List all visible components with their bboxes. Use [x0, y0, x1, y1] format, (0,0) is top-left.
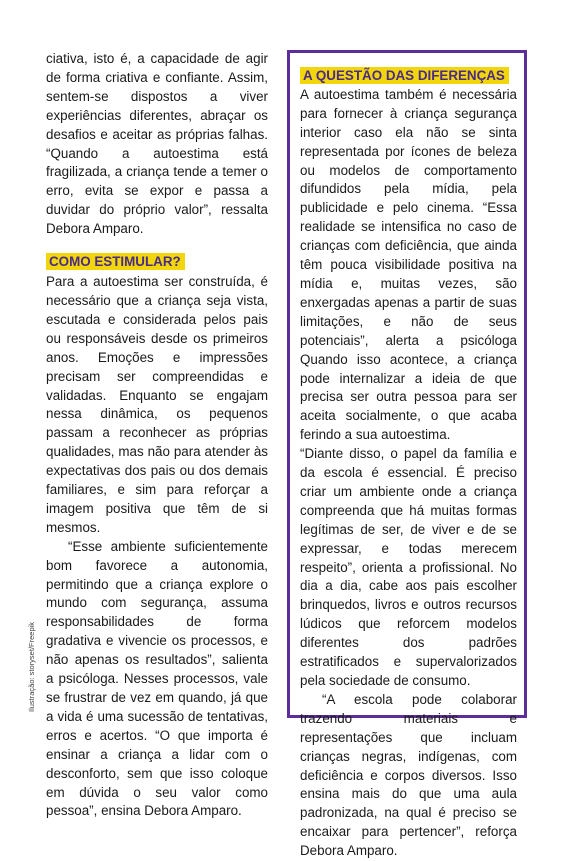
- box-paragraph: “Diante disso, o papel da família e da escola é essencial. É preciso criar um ambiente onde a criança compreenda que há muitas formas legítimas de ser, de viver e de se expressar, e todas merecem respeito”, orienta a profissional. No dia a dia, cabe aos pais escolher brinquedos, livros e outros recursos lúdicos que reforcem modelos diferentes dos padrões estratificados e supervalorizados pela sociedade de consumo.: [300, 446, 517, 688]
- body-paragraph: “Esse ambiente suficientemente bom favorece a autonomia, permitindo que a criança explore o mundo com segurança, assuma responsabilidades de forma gradativa e vivencie os processos, e não apenas os resultados”, salienta a psicóloga. Nesses processos, vale se frustrar de vez em quando, já que a vida é uma sucessão de tentativas, erros e acertos. “O que importa é ensinar a criança a lidar com o desconforto, sem que isso coloque em dúvida o seu valor como pessoa”, ensina Debora Amparo.: [46, 538, 268, 819]
- illustration-credit: [27, 612, 41, 712]
- sidebar-box-differences: [287, 50, 527, 859]
- body-paragraph: Para a autoestima ser construída, é necessário que a criança seja vista, escutada e considerada pelos pais ou responsáveis desde os primeiros anos. Emoções e impressões precisam ser compreendidas e validadas. Enquanto se engajam nessa dinâmica, os pequenos passam a reconhecer as próprias qualidades, mas não para atender às expectativas dos pais ou dos demais familiares, e sim para reforçar a imagem positiva que têm de si mesmos.: [46, 274, 268, 535]
- illustration-credit-text: Ilustração: storyset/Freepik: [27, 621, 36, 712]
- intro-paragraph: ciativa, isto é, a capacidade de agir de forma criativa e confiante. Assim, sentem-se dispostos a viver experiências diferentes, abraçar os desafios e aceitar as próprias falhas. “Quando a autoestima está fragilizada, a criança tende a temer o erro, evita se expor e passa a duvidar do próprio valor”, ressalta Debora Amparo.: [46, 51, 268, 237]
- box-paragraph: A autoestima também é necessária para fornecer à criança segurança interior caso ela não se sinta representada por ícones de beleza ou modelos de comportamento difundidos pela mídia, pela publicidade e pelo cinema. “Essa realidade se intensifica no caso de crianças com deficiência, que ainda têm pouca visibilidade positiva na mídia e, muitas vezes, são enxergadas apenas a partir de suas limitações, e não de seus potenciais”, alerta a psicóloga Quando isso acontece, a criança pode internalizar a ideia de que precisa ser outra pessoa para ser aceita socialmente, o que acaba ferindo a sua autoestima.: [300, 86, 517, 443]
- left-column: [46, 50, 268, 821]
- section-heading-como-estimular: COMO ESTIMULAR?: [46, 253, 185, 270]
- section-heading-questao-diferencas: A QUESTÃO DAS DIFERENÇAS: [300, 67, 509, 84]
- box-paragraph: “A escola pode colaborar trazendo materiais e representações que incluam crianças negras, indígenas, com deficiência e corpos diversos. Isso ensina mais do que uma aula padronizada, na qual é preciso se encaixar para pertencer”, reforça Debora Amparo.: [300, 691, 517, 859]
